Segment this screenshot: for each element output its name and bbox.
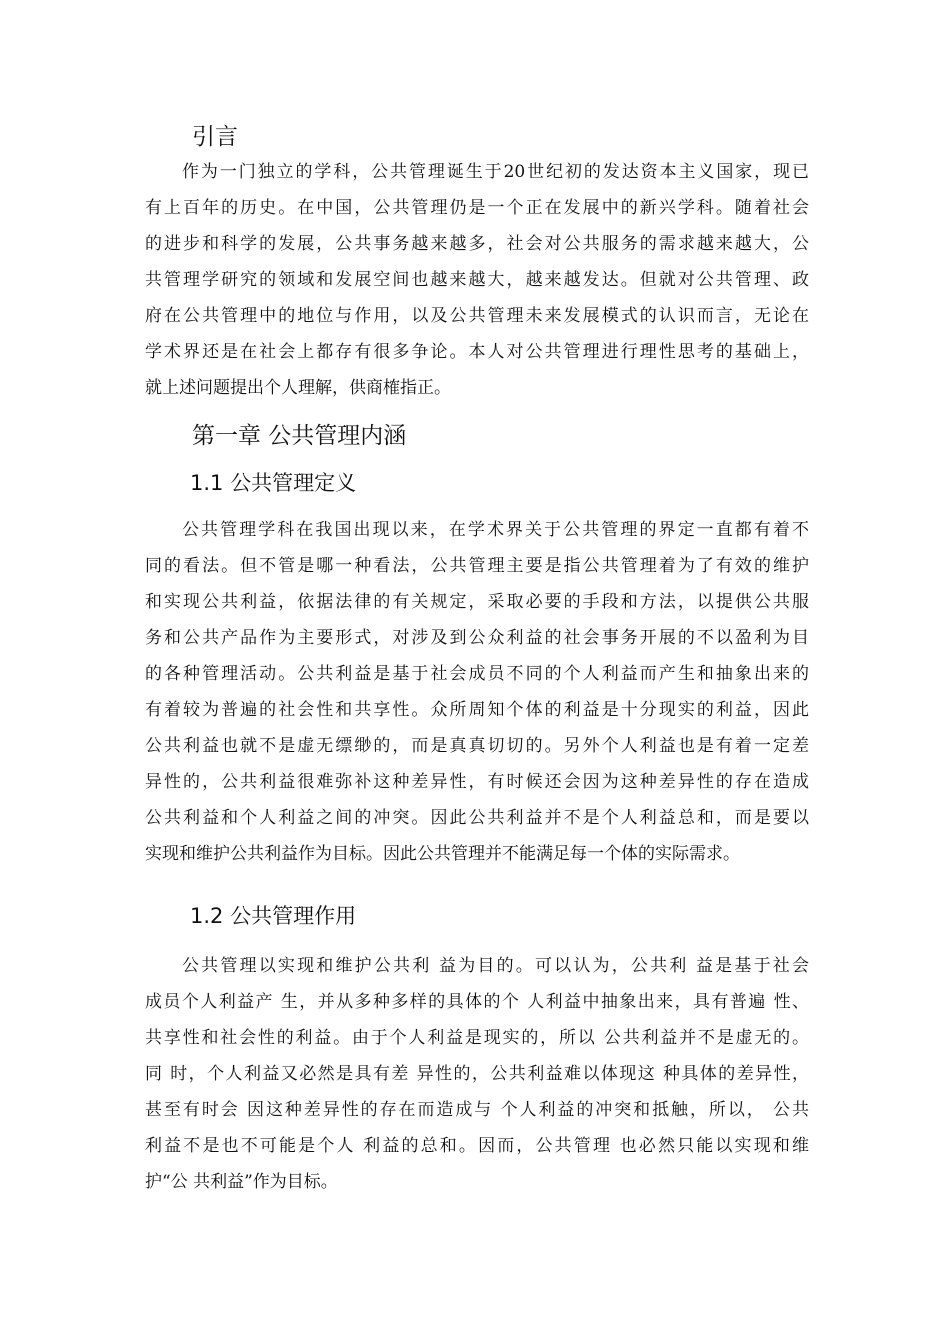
paragraph-line: 的进步和科学的发展，公共事务越来越多，社会对公共服务的需求越来越大，公 xyxy=(145,234,809,254)
paragraph-line: 公共利益和个人利益之间的冲突。因此公共利益并不是个人利益总和，而是要以 xyxy=(145,808,809,828)
paragraph-line: 护“公 共利益”作为目标。 xyxy=(145,1172,338,1192)
paragraph-line: 甚至有时会 因这种差异性的存在而造成与 个人利益的冲突和抵触，所以， 公共 xyxy=(145,1100,809,1120)
paragraph-line: 共享性和社会性的利益。由于个人利益是现实的，所以 公共利益并不是虚无的。 xyxy=(145,1028,809,1048)
section-heading-1-2: 1.2 公共管理作用 xyxy=(190,904,357,928)
paragraph-line: 公共管理以实现和维护公共利 益为目的。可以认为，公共利 益是基于社会 xyxy=(182,956,809,976)
paragraph-line: 同 时，个人利益又必然是具有差 异性的，公共利益难以体现这 种具体的差异性， xyxy=(145,1064,809,1084)
paragraph-line: 异性的，公共利益很难弥补这种差异性，有时候还会因为这种差异性的存在造成 xyxy=(145,772,809,792)
paragraph-line: 实现和维护公共利益作为目标。因此公共管理并不能满足每一个体的实际需求。 xyxy=(145,844,740,864)
intro-paragraph xyxy=(145,154,809,406)
paragraph-line: 学术界还是在社会上都存有很多争论。本人对公共管理进行理性思考的基础上， xyxy=(145,342,809,362)
intro-heading: 引言 xyxy=(192,124,238,150)
paragraph-line: 就上述问题提出个人理解，供商榷指正。 xyxy=(145,378,451,398)
paragraph-line: 成员个人利益产 生，并从多种多样的具体的个 人利益中抽象出来，具有普遍 性、 xyxy=(145,992,809,1012)
paragraph-line: 同的看法。但不管是哪一种看法，公共管理主要是指公共管理着为了有效的维护 xyxy=(145,556,809,576)
paragraph-line: 有着较为普遍的社会性和共享性。众所周知个体的利益是十分现实的利益，因此 xyxy=(145,700,809,720)
section-heading-1-1: 1.1 公共管理定义 xyxy=(190,471,357,495)
paragraph-line: 公共管理学科在我国出现以来，在学术界关于公共管理的界定一直都有着不 xyxy=(182,520,809,540)
paragraph-line: 利益不是也不可能是个人 利益的总和。因而，公共管理 也必然只能以实现和维 xyxy=(145,1136,809,1156)
paragraph-line: 共管理学研究的领域和发展空间也越来越大，越来越发达。但就对公共管理、政 xyxy=(145,270,809,290)
paragraph-line: 府在公共管理中的地位与作用，以及公共管理未来发展模式的认识而言，无论在 xyxy=(145,306,809,326)
paragraph-line: 和实现公共利益，依据法律的有关规定，采取必要的手段和方法，以提供公共服 xyxy=(145,592,809,612)
paragraph-line: 务和公共产品作为主要形式，对涉及到公众利益的社会事务开展的不以盈利为目 xyxy=(145,628,809,648)
paragraph-line: 的各种管理活动。公共利益是基于社会成员不同的个人利益而产生和抽象出来的 xyxy=(145,664,809,684)
section-1-1-paragraph xyxy=(145,512,809,872)
paragraph-line: 作为一门独立的学科，公共管理诞生于20世纪初的发达资本主义国家，现已 xyxy=(182,162,809,182)
paragraph-line: 公共利益也就不是虚无缥缈的，而是真真切切的。另外个人利益也是有着一定差 xyxy=(145,736,809,756)
section-1-2-paragraph xyxy=(145,948,809,1200)
chapter-heading: 第一章 公共管理内涵 xyxy=(192,423,407,449)
paragraph-line: 有上百年的历史。在中国，公共管理仍是一个正在发展中的新兴学科。随着社会 xyxy=(145,198,809,218)
